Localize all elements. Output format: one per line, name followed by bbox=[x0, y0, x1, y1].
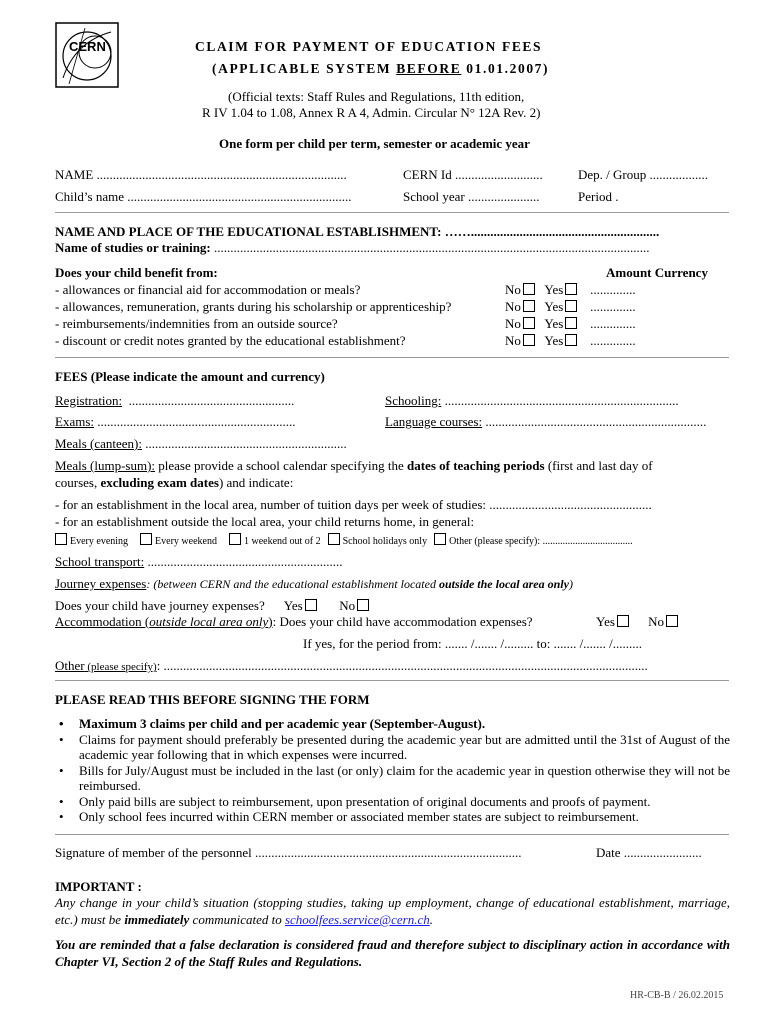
form-reference: HR-CB-B / 26.02.2015 bbox=[630, 990, 724, 1001]
benefit-yes-no: No Yes .............. bbox=[505, 333, 636, 348]
every-weekend-checkbox[interactable] bbox=[140, 533, 152, 545]
child-name-field[interactable]: Child’s name ..................................................................... bbox=[55, 189, 352, 204]
local-area-days-field[interactable]: - for an establishment in the local area, number of tuition days per week of studies: .................................................. bbox=[55, 497, 652, 512]
outside-area-note: - for an establishment outside the local area, your child returns home, in general: bbox=[55, 514, 475, 529]
name-field[interactable]: NAME ............................................................................. bbox=[55, 167, 347, 182]
other-fees-field[interactable]: Other (please specify): ..................................................................................................................................................... bbox=[55, 658, 648, 673]
official-texts-2: R IV 1.04 to 1.08, Annex R A 4, Admin. Circular N° 12A Rev. 2) bbox=[202, 105, 541, 120]
establishment-name-field[interactable]: NAME AND PLACE OF THE EDUCATIONAL ESTABLISHMENT: …….......................................................... bbox=[55, 224, 660, 239]
no-checkbox[interactable] bbox=[523, 317, 535, 329]
yes-checkbox[interactable] bbox=[565, 283, 577, 295]
form-subtitle: (APPLICABLE SYSTEM BEFORE 01.01.2007) bbox=[212, 61, 550, 76]
yes-checkbox[interactable] bbox=[565, 300, 577, 312]
benefit-yes-no: No Yes .............. bbox=[505, 282, 636, 297]
fraud-warning: You are reminded that a false declaration is considered fraud and therefore subject to disciplinary action in accordance with Chapter VI, Section 2 of the Staff Rules and Regulations. bbox=[55, 937, 730, 969]
one-form-note: One form per child per term, semester or academic year bbox=[219, 136, 530, 151]
benefit-item: - allowances or financial aid for accommodation or meals? bbox=[55, 282, 361, 297]
benefit-item: - discount or credit notes granted by the educational establishment? bbox=[55, 333, 406, 348]
list-item: • Maximum 3 claims per child and per academic year (September-August). bbox=[55, 716, 730, 732]
yes-checkbox[interactable] bbox=[565, 317, 577, 329]
signature-field[interactable]: Signature of member of the personnel .................................................................................. bbox=[55, 845, 522, 860]
journey-no-checkbox[interactable] bbox=[357, 599, 369, 611]
studies-field[interactable]: Name of studies or training: ...................................................................................................................................... bbox=[55, 240, 650, 255]
list-item: • Claims for payment should preferably be presented during the academic year but are admitted until the 31st of August of the academic year following that in which expenses were incurred. bbox=[55, 732, 730, 763]
list-item: • Only paid bills are subject to reimbursement, upon presentation of original documents and proofs of payment. bbox=[55, 794, 730, 810]
journey-expenses-label: Journey expenses: (between CERN and the educational establishment located outside the local area only) bbox=[55, 576, 573, 591]
divider bbox=[55, 357, 729, 358]
schooling-field[interactable]: Schooling: ........................................................................ bbox=[385, 393, 679, 408]
important-heading: IMPORTANT : bbox=[55, 879, 142, 894]
one-weekend-checkbox[interactable] bbox=[229, 533, 241, 545]
read-before-heading: PLEASE READ THIS BEFORE SIGNING THE FORM bbox=[55, 692, 370, 707]
fees-heading: FEES (Please indicate the amount and currency) bbox=[55, 369, 325, 384]
school-transport-field[interactable]: School transport: ............................................................ bbox=[55, 554, 343, 569]
benefit-item: - allowances, remuneration, grants during his scholarship or apprenticeship? bbox=[55, 299, 452, 314]
divider bbox=[55, 680, 729, 681]
benefit-question: Does your child benefit from: bbox=[55, 265, 218, 280]
official-texts-1: (Official texts: Staff Rules and Regulations, 11th edition, bbox=[228, 89, 525, 104]
important-text: Any change in your child’s situation (stopping studies, taking up employment, change of educational establishment, marriage, etc.) must be immediately communicated to schoolfees.service@cern.ch. bbox=[55, 895, 730, 927]
accommodation-question: Accommodation (outside local area only): Does your child have accommodation expenses? bbox=[55, 614, 533, 629]
dep-group-field[interactable]: Dep. / Group .................. bbox=[578, 167, 708, 182]
logo-text: CERN bbox=[69, 39, 106, 54]
no-checkbox[interactable] bbox=[523, 334, 535, 346]
benefit-item: - reimbursements/indemnities from an outside source? bbox=[55, 316, 338, 331]
return-home-options: Every evening Every weekend 1 weekend out of 2 School holidays only Other (please specify): .................................... bbox=[53, 533, 633, 548]
divider bbox=[55, 212, 729, 213]
exams-field[interactable]: Exams: ............................................................. bbox=[55, 414, 296, 429]
cern-logo bbox=[55, 22, 119, 88]
journey-question: Does your child have journey expenses? Yes No bbox=[55, 598, 372, 613]
email-link[interactable]: schoolfees.service@cern.ch bbox=[284, 912, 430, 927]
date-field[interactable]: Date ........................ bbox=[596, 845, 702, 860]
benefit-yes-no: No Yes .............. bbox=[505, 299, 636, 314]
benefit-yes-no: No Yes .............. bbox=[505, 316, 636, 331]
list-item: • Bills for July/August must be included in the last (or only) claim for the academic year in question otherwise they will not be reimbursed. bbox=[55, 763, 730, 794]
period-from-field[interactable]: If yes, for the period from: ....... /....... /......... to: ....... /....... /......... bbox=[303, 636, 643, 651]
accommodation-yes-checkbox[interactable] bbox=[617, 615, 629, 627]
meals-canteen-field[interactable]: Meals (canteen): .............................................................. bbox=[55, 436, 347, 451]
accommodation-yes-no: Yes No bbox=[596, 614, 681, 629]
other-option-checkbox[interactable] bbox=[434, 533, 446, 545]
no-checkbox[interactable] bbox=[523, 283, 535, 295]
yes-checkbox[interactable] bbox=[565, 334, 577, 346]
school-year-field[interactable]: School year ...................... bbox=[403, 189, 540, 204]
accommodation-no-checkbox[interactable] bbox=[666, 615, 678, 627]
period-field[interactable]: Period . bbox=[578, 189, 619, 204]
no-checkbox[interactable] bbox=[523, 300, 535, 312]
registration-field[interactable]: Registration: ................................................... bbox=[55, 393, 295, 408]
amount-currency-header: Amount Currency bbox=[606, 265, 708, 280]
meals-lump-sum-line1: Meals (lump-sum): please provide a school calendar specifying the dates of teaching periods (first and last day of bbox=[55, 458, 653, 473]
notes-list bbox=[55, 716, 730, 825]
divider bbox=[55, 834, 729, 835]
list-item: • Only school fees incurred within CERN member or associated member states are subject to reimbursement. bbox=[55, 809, 730, 825]
meals-lump-sum-line2: courses, excluding exam dates) and indicate: bbox=[55, 475, 294, 490]
school-holidays-checkbox[interactable] bbox=[328, 533, 340, 545]
cern-id-field[interactable]: CERN Id ........................... bbox=[403, 167, 543, 182]
language-courses-field[interactable]: Language courses: .................................................................... bbox=[385, 414, 707, 429]
form-title: CLAIM FOR PAYMENT OF EDUCATION FEES bbox=[195, 39, 543, 54]
every-evening-checkbox[interactable] bbox=[55, 533, 67, 545]
journey-yes-checkbox[interactable] bbox=[305, 599, 317, 611]
